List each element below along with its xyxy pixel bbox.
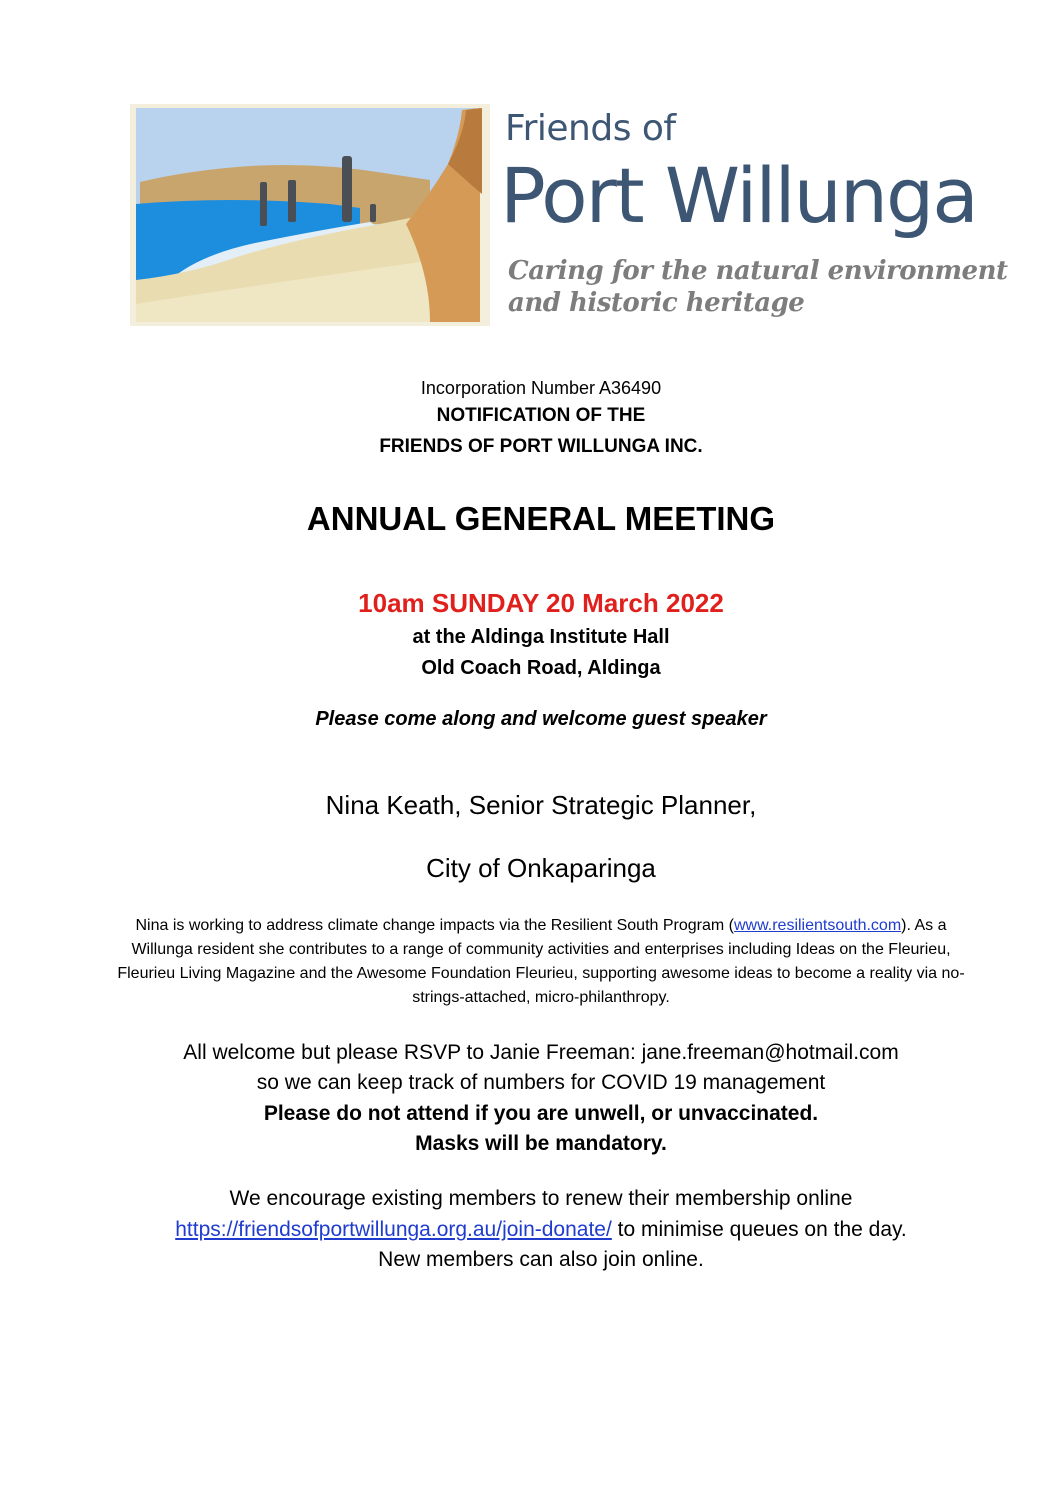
bio-text-start: Nina is working to address climate change impacts via the Resilient South Program ( [135,917,734,934]
renewal-link-suffix: to minimise queues on the day. [611,1218,907,1241]
new-members-note: New members can also join online. [378,1248,704,1271]
rsvp-reason: so we can keep track of numbers for COVID 19 management [256,1071,826,1094]
renewal-encouragement: We encourage existing members to renew their membership online [229,1187,853,1210]
speaker-organisation: City of Onkaparinga [426,853,656,883]
mask-notice: Masks will be mandatory. [415,1132,667,1155]
rsvp-instruction: All welcome but please RSVP to Janie Freeman: jane.freeman@hotmail.com [183,1041,899,1064]
health-warning: Please do not attend if you are unwell, or unvaccinated. [263,1102,819,1125]
port-willunga-logo-image [130,104,490,326]
logo-title-small: Friends of [505,108,676,149]
notification-heading: NOTIFICATION OF THE [436,405,646,426]
logo-tagline-line2: and historic heritage [508,288,805,318]
venue-address: Old Coach Road, Aldinga [421,657,661,679]
welcome-text: Please come along and welcome guest speaker [315,708,767,730]
organisation-name: FRIENDS OF PORT WILLUNGA INC. [379,436,703,457]
incorporation-number: Incorporation Number A36490 [420,378,662,398]
logo-tagline-line1: Caring for the natural environment [508,256,1008,286]
meeting-title: ANNUAL GENERAL MEETING [306,500,776,537]
resilient-south-link[interactable]: www.resilientsouth.com [733,917,902,934]
venue-name: at the Aldinga Institute Hall [412,626,670,648]
speaker-bio [110,914,972,1010]
logo-title-large: Port Willunga [500,151,977,240]
join-donate-link[interactable]: https://friendsofportwillunga.org.au/join-donate/ [175,1218,612,1241]
logo-tagline [508,255,1008,319]
bio-text-end: ). As a Willunga resident she contributes to a range of community activities and enterprises including Ideas on the Fleurieu, Fleurieu Living Magazine and the Awesome Foundation Fleurieu, supporting awesome ideas to become a reality via no-strings-attached, micro-philanthropy. [117,917,965,1006]
speaker-name: Nina Keath, Senior Strategic Planner, [325,790,757,820]
meeting-datetime: 10am SUNDAY 20 March 2022 [358,588,724,618]
renewal-link-line [0,1218,1058,1242]
